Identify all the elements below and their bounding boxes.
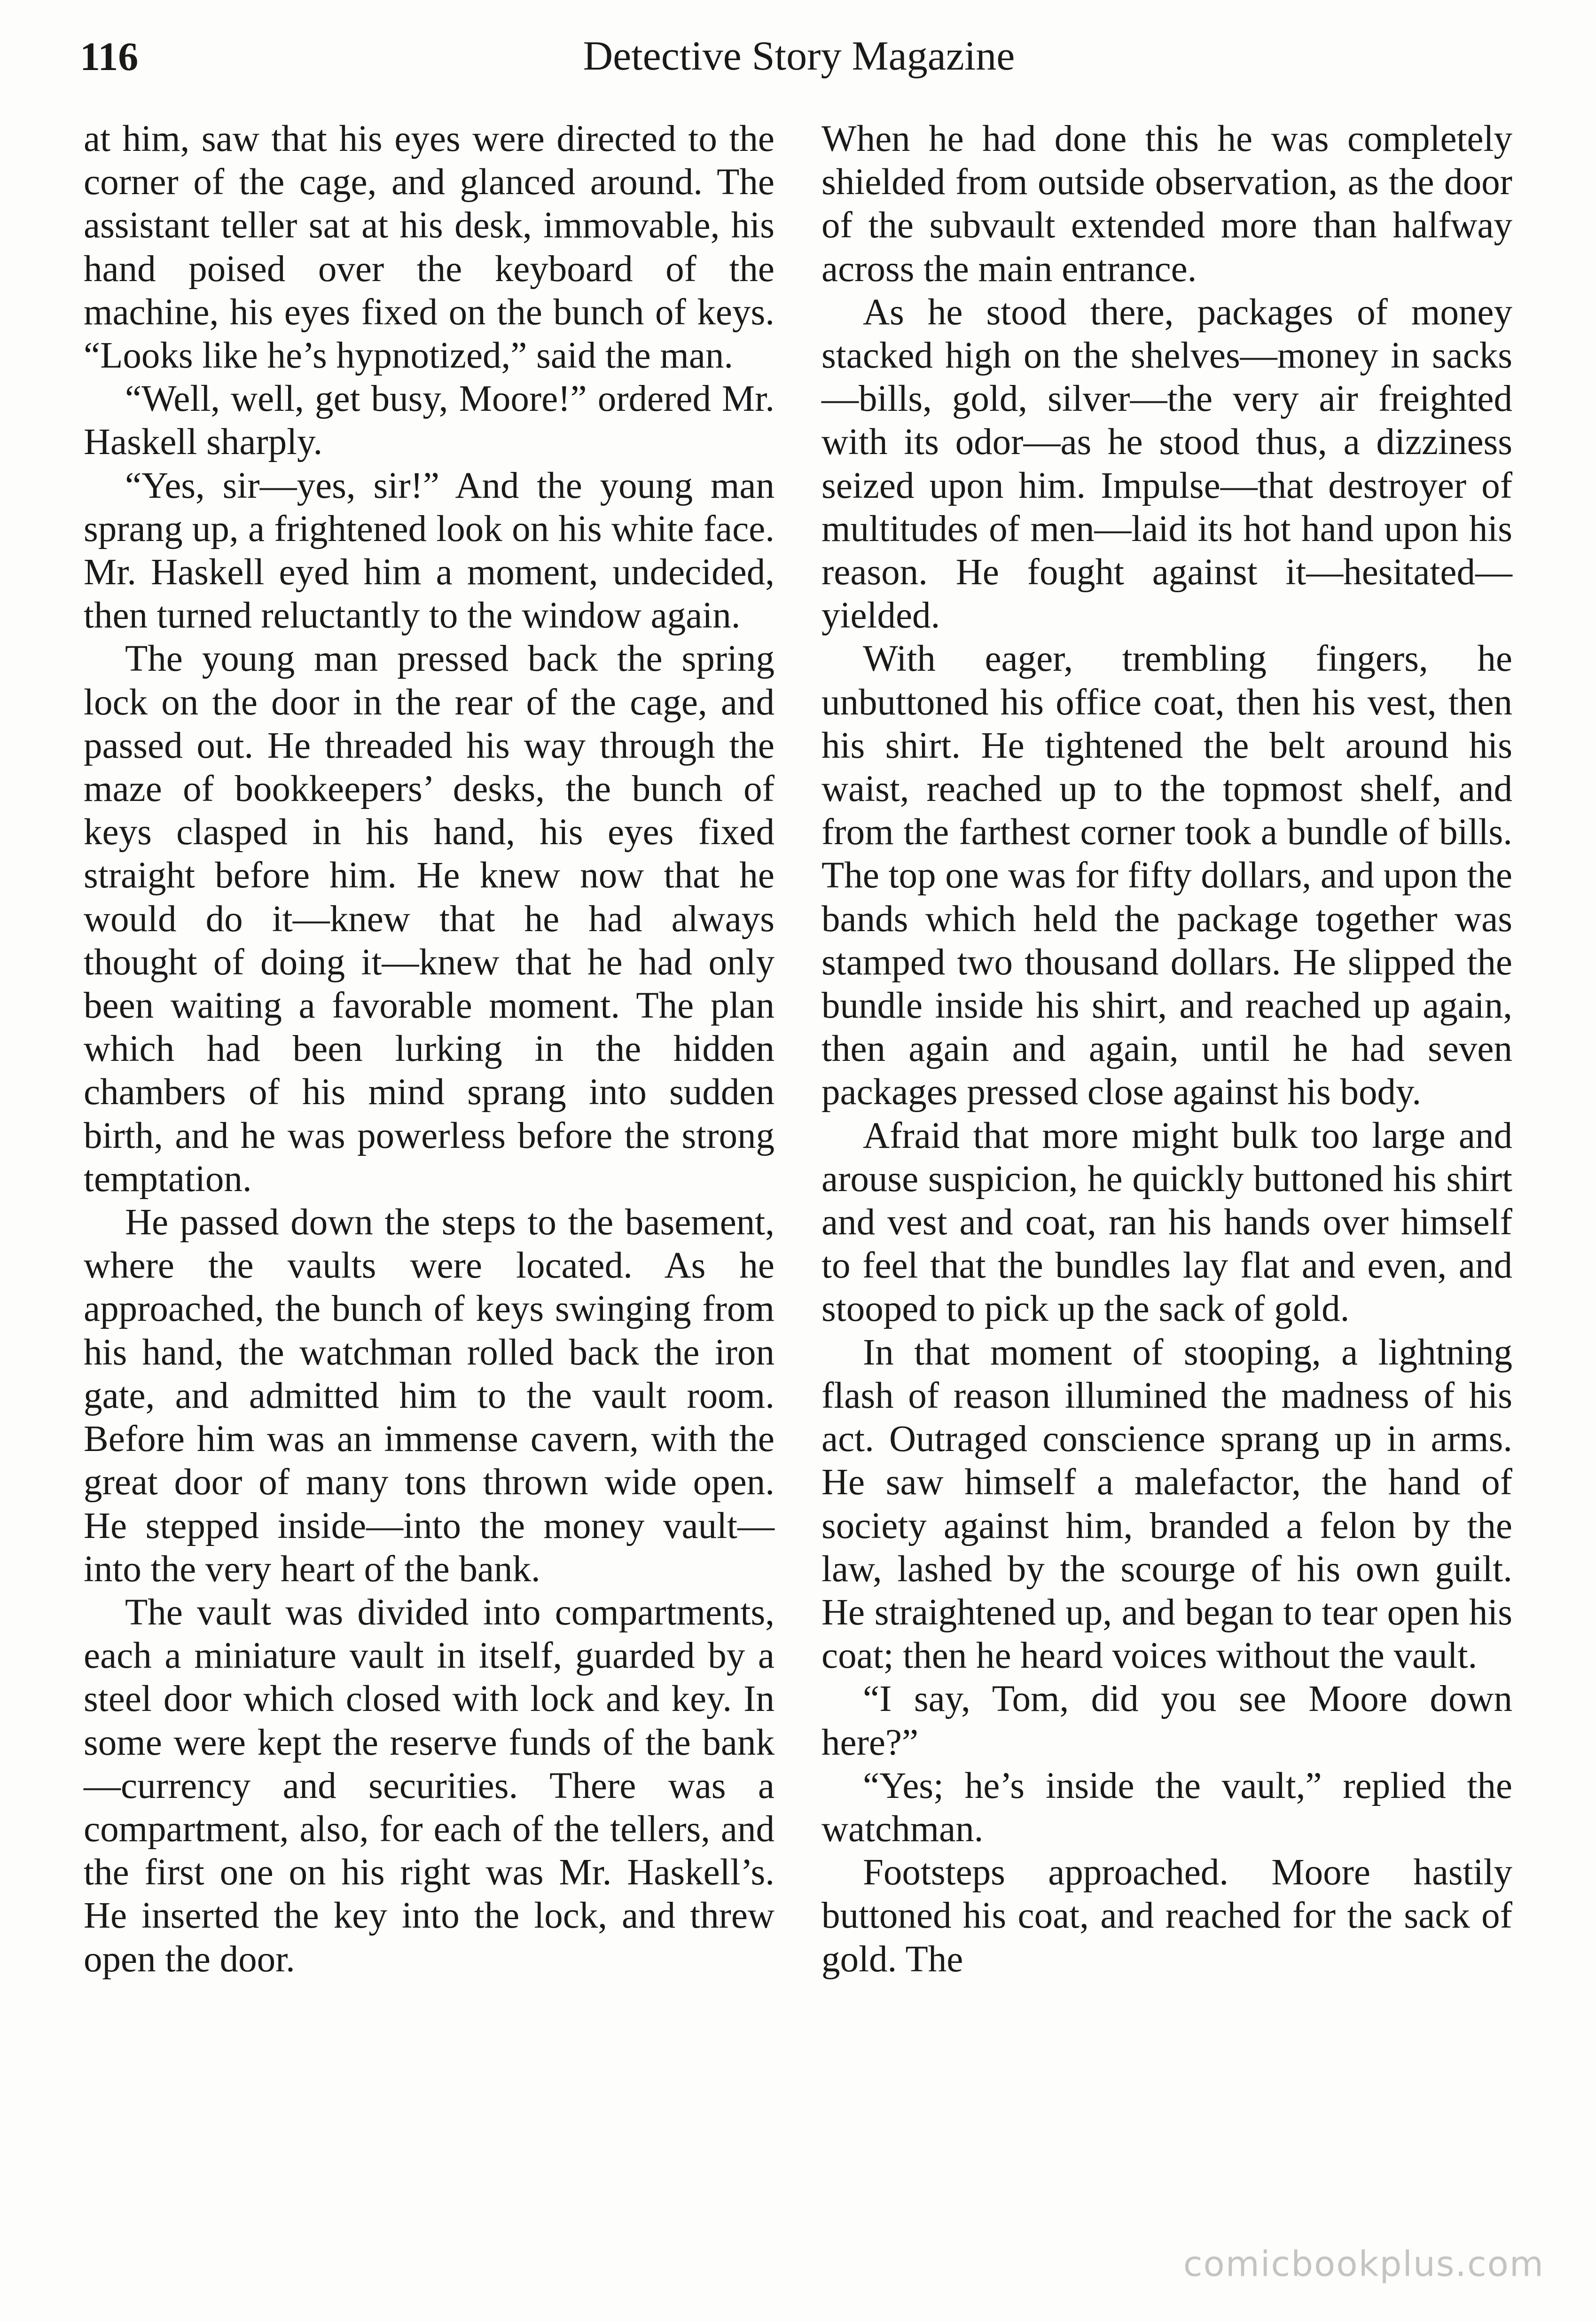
- paragraph: He passed down the steps to the basement, where the vaults were located. As he approached, the bunch of keys swinging from his hand, the watchman rolled back the iron gate, and admitted him to the vault room. Before him was an immense cavern, with the great door of many tons thrown wide open. He stepped inside—into the money vault—into the very heart of the bank.: [84, 1202, 775, 1590]
- paragraph: When he had done this he was completely shielded from outside observation, as the door of the subvault extended more than halfway across the main entrance.: [821, 118, 1512, 290]
- paragraph: “I say, Tom, did you see Moore down here?”: [821, 1679, 1512, 1763]
- paragraph: The vault was divided into compartments, each a miniature vault in itself, guarded by a steel door which closed with lock and key. In some were kept the reserve funds of the bank—currency and securities. There was a compartment, also, for each of the tellers, and the first one on his right was Mr. Haskell’s. He inserted the key into the lock, and threw open the door.: [84, 1592, 775, 1980]
- page-number: 116: [80, 34, 139, 79]
- paragraph: Footsteps approached. Moore hastily buttoned his coat, and reached for the sack of gold. The: [821, 1852, 1512, 1980]
- paragraph: “Well, well, get busy, Moore!” ordered Mr. Haskell sharply.: [84, 378, 775, 463]
- page-header: [80, 24, 1518, 94]
- running-title: Detective Story Magazine: [583, 33, 1015, 79]
- paragraph: “Yes, sir—yes, sir!” And the young man sprang up, a frightened look on his white face. Mr. Haskell eyed him a moment, undecided, then turned reluctantly to the window again.: [84, 465, 775, 636]
- paragraph: As he stood there, packages of money stacked high on the shelves—money in sacks—bills, gold, silver—the very air freighted with its odor—as he stood thus, a dizziness seized upon him. Impulse—that destroyer of multitudes of men—laid its hot hand upon his reason. He fought against it—hesitated—yielded.: [821, 291, 1512, 636]
- paragraph: Afraid that more might bulk too large and arouse suspicion, he quickly buttoned his shirt and vest and coat, ran his hands over himself to feel that the bundles lay flat and even, and stooped to pick up the sack of gold.: [821, 1115, 1512, 1330]
- paragraph: “Yes; he’s inside the vault,” replied the watchman.: [821, 1765, 1512, 1850]
- paragraph: In that moment of stooping, a lightning flash of reason illumined the madness of his act. Outraged conscience sprang up in arms. He saw himself a malefactor, the hand of society against him, branded a felon by the law, lashed by the scourge of his own guilt. He straightened up, and began to tear open his coat; then he heard voices without the vault.: [821, 1332, 1512, 1677]
- paragraph: The young man pressed back the spring lock on the door in the rear of the cage, and passed out. He threaded his way through the maze of bookkeepers’ desks, the bunch of keys clasped in his hand, his eyes fixed straight before him. He knew now that he would do it—knew that he had always thought of doing it—knew that he had only been waiting a favorable moment. The plan which had been lurking in the hidden chambers of his mind sprang into sudden birth, and he was powerless before the strong temptation.: [84, 638, 775, 1200]
- right-column: [821, 118, 1512, 1981]
- left-column: [84, 118, 775, 1981]
- watermark: comicbookplus.com: [1183, 2244, 1544, 2284]
- paragraph: at him, saw that his eyes were directed to the corner of the cage, and glanced around. The assistant teller sat at his desk, immovable, his hand poised over the keyboard of the machine, his eyes fixed on the bunch of keys. “Looks like he’s hypnotized,” said the man.: [84, 118, 775, 377]
- paragraph: With eager, trembling fingers, he unbuttoned his office coat, then his vest, then his shirt. He tightened the belt around his waist, reached up to the topmost shelf, and from the farthest corner took a bundle of bills. The top one was for fifty dollars, and upon the bands which held the package together was stamped two thousand dollars. He slipped the bundle inside his shirt, and reached up again, then again and again, until he had seven packages pressed close against his body.: [821, 638, 1512, 1113]
